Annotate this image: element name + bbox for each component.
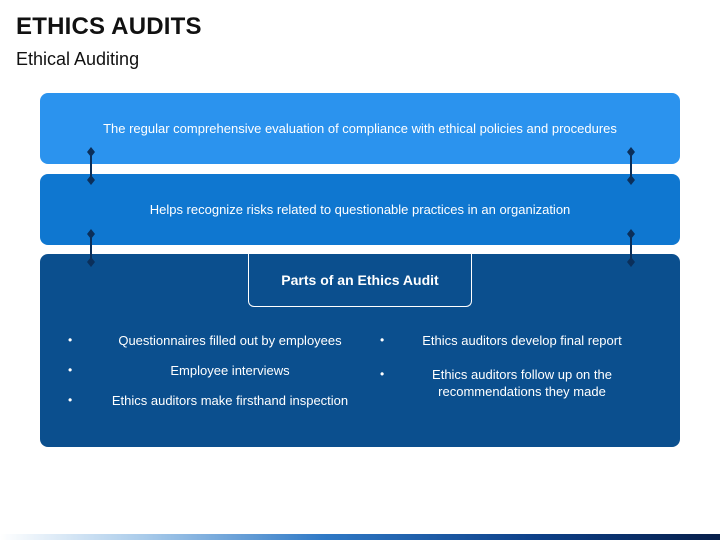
list-item: • Ethics auditors develop final report [380,332,640,349]
parts-list-left [68,332,368,422]
definition-text: The regular comprehensive evaluation of compliance with ethical policies and procedures [103,121,617,136]
purpose-text: Helps recognize risks related to questionable practices in an organization [149,202,571,217]
slide-subtitle: Ethical Auditing [16,49,140,69]
connector-arrow-icon [625,146,637,186]
connector-arrow-icon [625,228,637,268]
list-item: • Questionnaires filled out by employees [68,332,368,349]
definition-box [40,93,680,164]
connector-arrow-icon [85,146,97,186]
parts-list-right [380,332,640,417]
parts-box [40,254,680,447]
slide-title: ETHICS AUDITS [16,13,202,40]
purpose-box [40,174,680,245]
connector-arrow-icon [85,228,97,268]
footer-gradient-bar [0,534,720,540]
list-item: • Employee interviews [68,362,368,379]
parts-title: Parts of an Ethics Audit [248,254,472,307]
list-item: • Ethics auditors make firsthand inspection [68,392,368,409]
list-item: • Ethics auditors follow up on the recommendations they made [380,366,640,400]
